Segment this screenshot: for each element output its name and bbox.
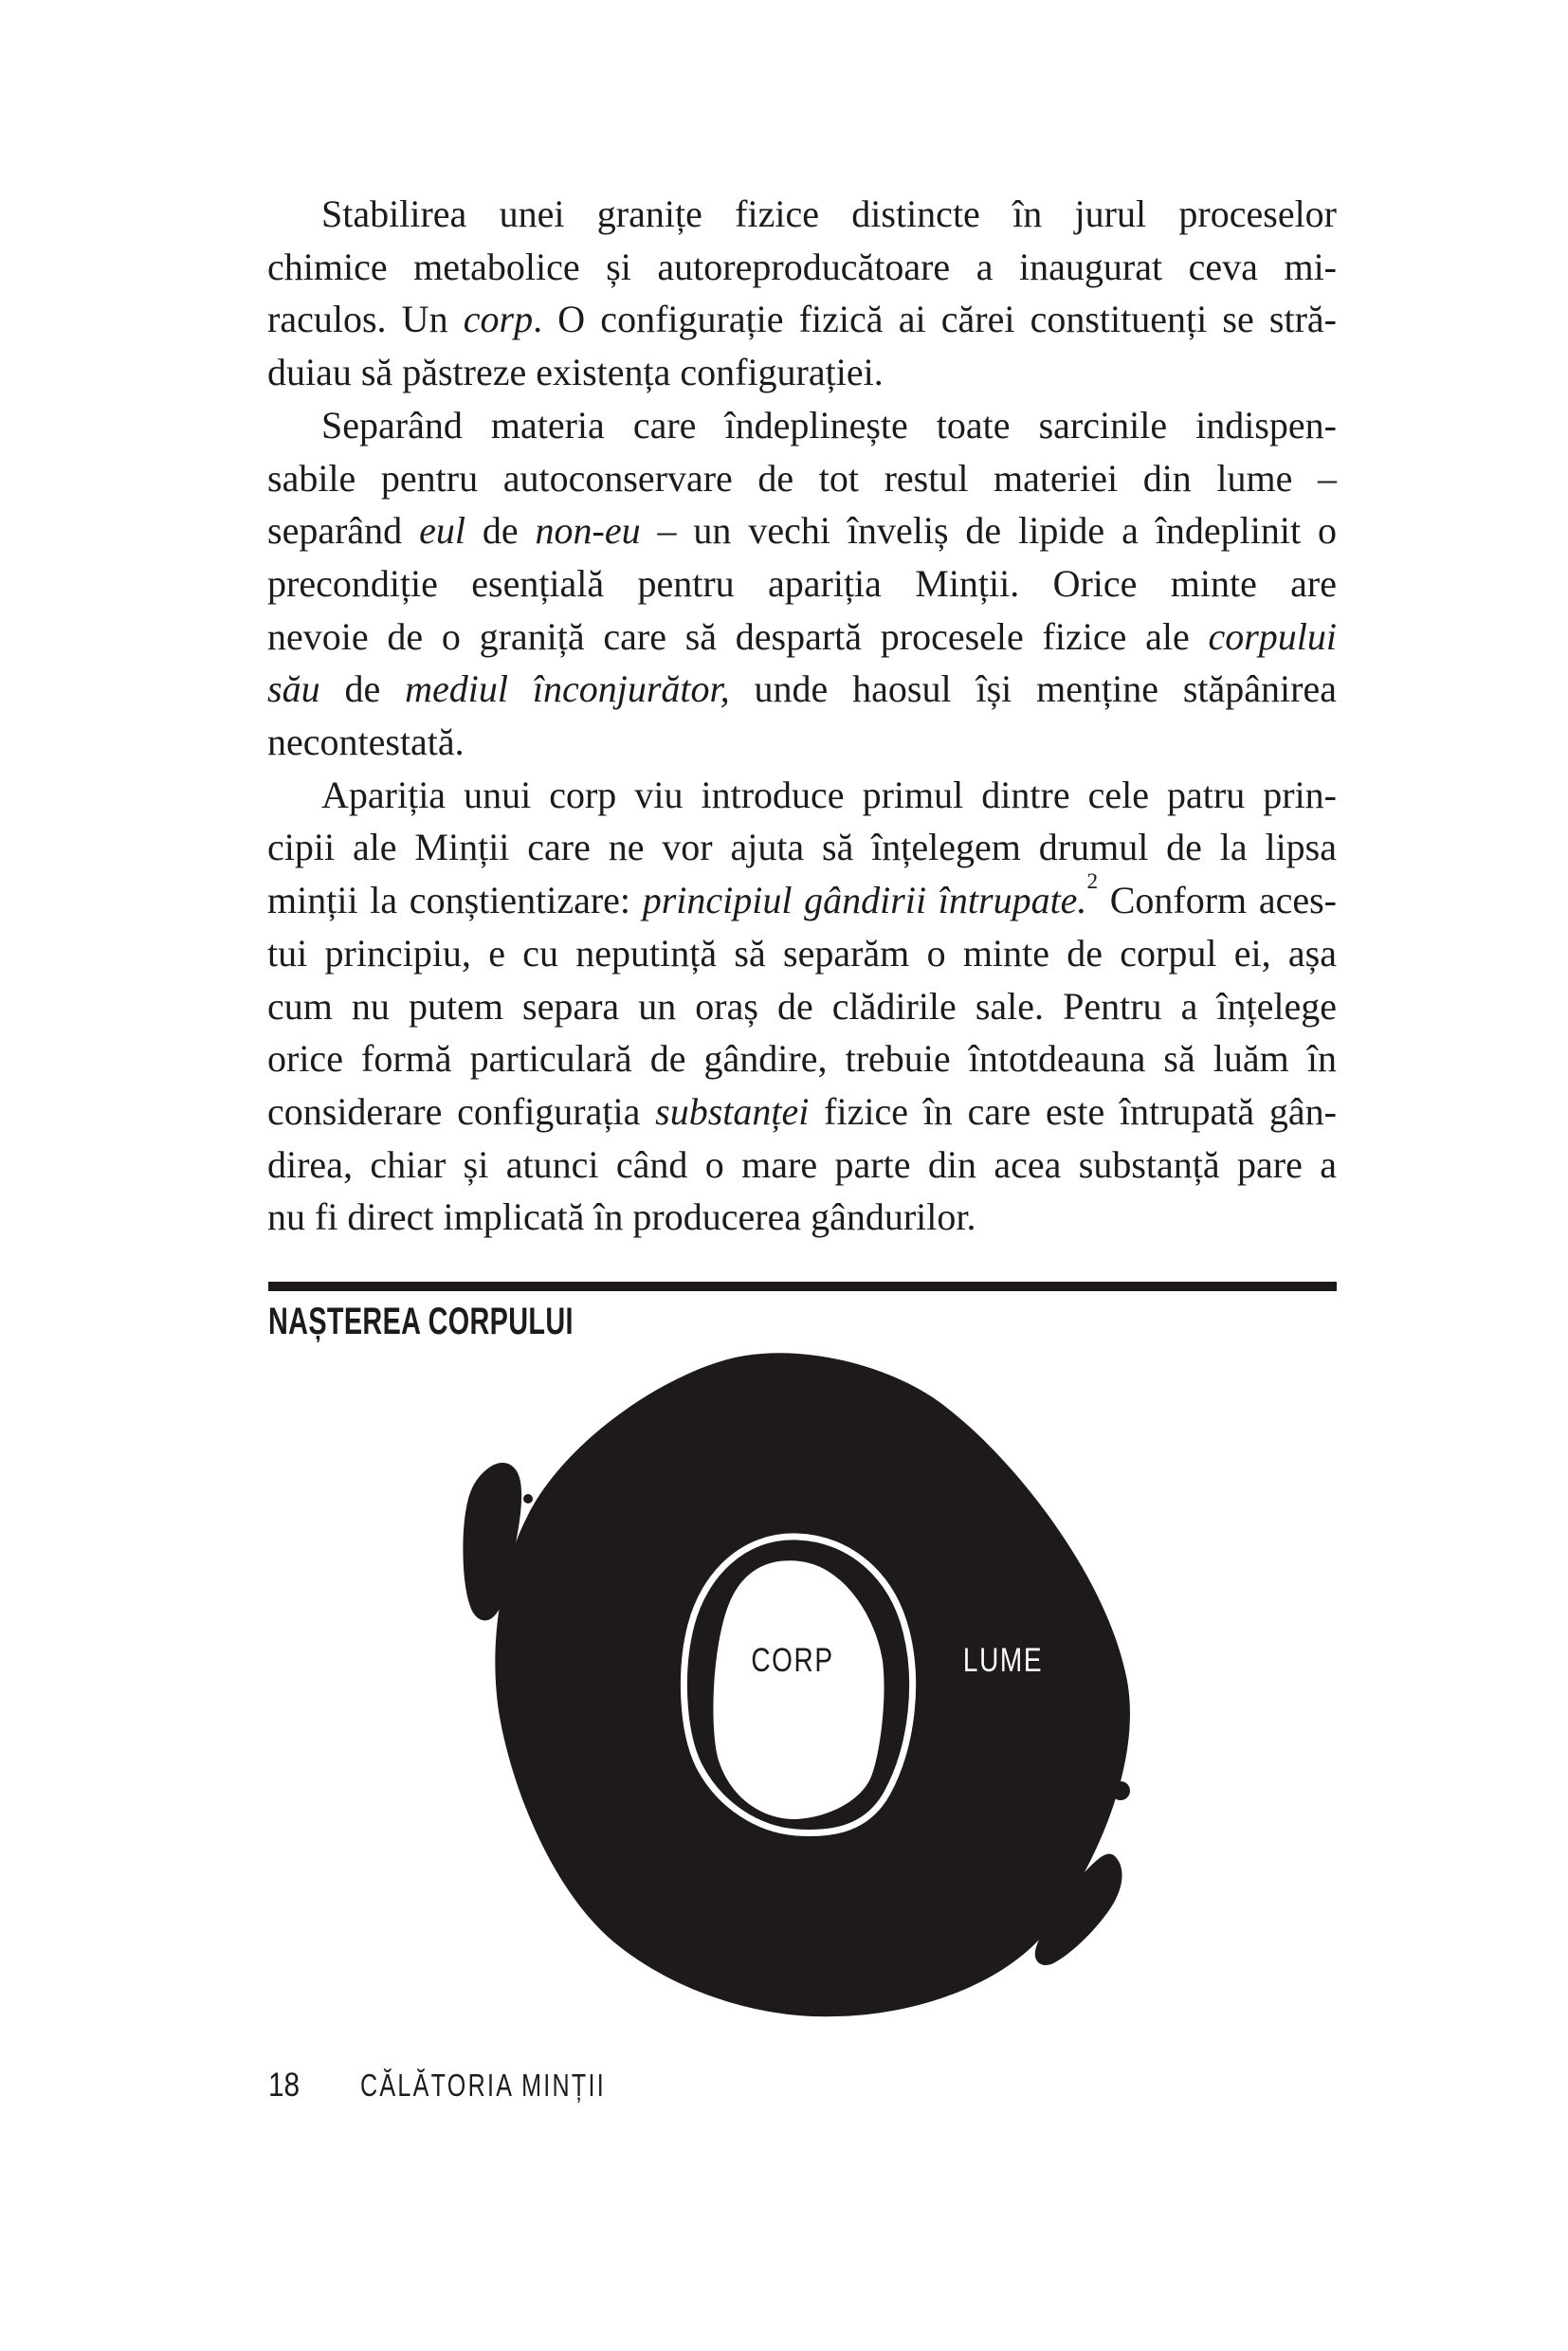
body-line	[267, 1032, 1337, 1085]
body-text-segment: nevoie de o graniță care să despartă procesele fizice ale	[267, 614, 1209, 658]
body-line	[267, 1085, 1337, 1139]
body-line	[267, 980, 1337, 1033]
body-line	[267, 769, 1337, 822]
body-line	[267, 293, 1337, 346]
body-line	[267, 346, 1337, 399]
body-text-segment: necontestată.	[267, 720, 465, 764]
body-line	[267, 452, 1337, 505]
body-text-segment: de	[465, 509, 536, 553]
body-text-segment: direa, chiar și atunci când o mare parte din acea substanță pare a	[267, 1142, 1337, 1186]
body-line	[267, 1191, 1337, 1244]
right-dot-mark	[1111, 1781, 1130, 1800]
page-footer	[268, 2067, 684, 2105]
body-text-segment: precondiție esențială pentru apariția Minții. Orice minte are	[267, 561, 1337, 605]
body-line	[267, 504, 1337, 557]
body-text-segment: unde haosul își menține stăpânirea	[729, 667, 1337, 711]
body-line	[267, 611, 1337, 664]
body-text-segment: fizice în care este întrupată gân-	[809, 1089, 1337, 1133]
body-text-segment: chimice metabolice și autoreproducătoare a inaugurat ceva mi-	[267, 245, 1337, 288]
emphasis-text: eul	[419, 509, 465, 553]
body-text-segment: duiau să păstreze existența configurației.	[267, 351, 884, 394]
body-text-segment: cum nu putem separa un oraș de clădirile sale. Pentru a înțelege	[267, 984, 1337, 1028]
emphasis-text: corp	[463, 298, 534, 341]
emphasis-text: corpului	[1208, 614, 1337, 658]
body-text	[267, 188, 1337, 1244]
body-line	[267, 399, 1337, 452]
emphasis-text: substanței	[655, 1089, 810, 1133]
left-dot-mark	[523, 1494, 533, 1504]
body-text-segment: tui principiu, e cu neputință să separăm o minte de corpul ei, așa	[267, 931, 1337, 975]
body-line	[267, 821, 1337, 874]
body-text-segment: Conform aces-	[1098, 879, 1337, 922]
body-text-segment: separând	[267, 509, 420, 553]
footnote-marker: 2	[1086, 869, 1099, 895]
body-text-segment: – un vechi înveliș de lipide a îndeplinit o	[640, 509, 1337, 553]
section-rule	[268, 1282, 1337, 1291]
body-line	[267, 869, 1337, 927]
page-number: 18	[268, 2067, 301, 2104]
body-text-segment: raculos. Un	[267, 298, 464, 341]
body-line	[267, 716, 1337, 769]
body-text-segment: Stabilirea unei granițe fizice distincte în jurul proceselor	[321, 192, 1337, 235]
emphasis-text: mediul înconjurător,	[405, 667, 730, 711]
body-text-segment: cipii ale Minții care ne vor ajuta să înțelegem drumul de la lipsa	[267, 826, 1337, 869]
body-line	[267, 927, 1337, 980]
figure-label-corp: CORP	[751, 1640, 834, 1679]
emphasis-text: principiul gândirii întrupate.	[642, 879, 1087, 922]
body-text-segment: considerare configurația	[267, 1089, 656, 1133]
body-text-segment: sabile pentru autoconservare de tot restul materiei din lume –	[267, 456, 1337, 500]
body-world-diagram	[398, 1327, 1176, 2048]
section-heading: NAȘTEREA CORPULUI	[268, 1301, 574, 1342]
body-text-segment: Apariția unui corp viu introduce primul dintre cele patru prin-	[321, 773, 1337, 816]
body-text-segment: . O configurație fizică ai cărei constituenți se stră-	[533, 298, 1337, 341]
emphasis-text: său	[267, 667, 320, 711]
body-line	[267, 663, 1337, 716]
body-text-segment: nu fi direct implicată în producerea gândurilor.	[267, 1195, 976, 1239]
running-title: CĂLĂTORIA MINȚII	[359, 2068, 606, 2103]
body-line	[267, 1139, 1337, 1192]
body-text-segment: Separând materia care îndeplinește toate sarcinile indispen-	[321, 403, 1337, 447]
body-line	[267, 241, 1337, 294]
body-text-segment: de	[319, 667, 406, 711]
body-text-segment: minții la conștientizare:	[267, 879, 643, 922]
body-line	[267, 557, 1337, 611]
figure-label-lume: LUME	[962, 1640, 1044, 1679]
emphasis-text: non-eu	[535, 509, 641, 553]
body-line	[267, 188, 1337, 241]
body-text-segment: orice formă particulară de gândire, trebuie întotdeauna să luăm în	[267, 1037, 1337, 1081]
figure-body-world	[398, 1327, 1176, 2048]
